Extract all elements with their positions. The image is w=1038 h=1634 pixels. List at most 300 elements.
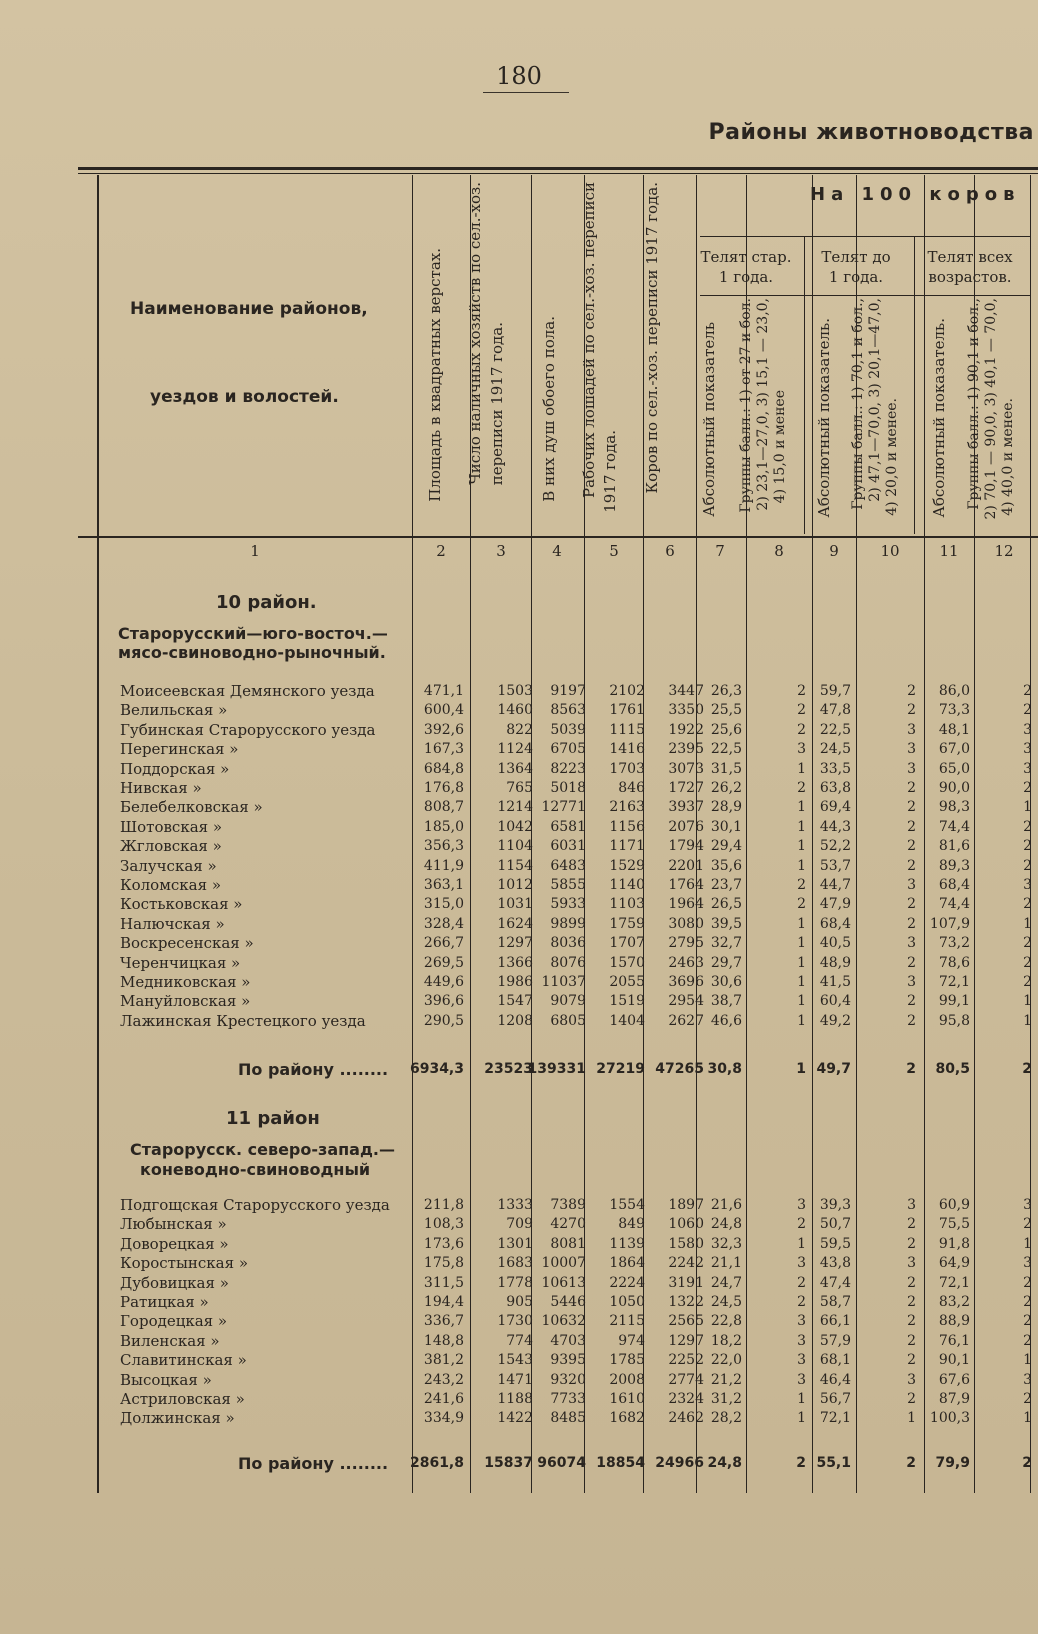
row-value-c6: 2242 xyxy=(668,1255,704,1272)
row-value-c10: 2 xyxy=(907,896,916,913)
row-value-c10: 2 xyxy=(907,1274,916,1291)
row-value-c12: 2 xyxy=(1023,683,1032,699)
row-value-c2: 449,6 xyxy=(423,974,464,990)
row-value-c10: 2 xyxy=(907,780,916,796)
page-number: 180 xyxy=(496,62,542,90)
row-value-c11: 72,1 xyxy=(938,974,970,990)
row-value-c2: 185,0 xyxy=(423,818,464,835)
row-value-c11: 91,8 xyxy=(938,1235,970,1252)
header-groups-12-a: Группы балл.: 1) 90,1 и бол., xyxy=(966,298,982,510)
row-name: Воскресенская » xyxy=(120,934,254,953)
row-value-c3: 1364 xyxy=(497,760,533,777)
row-value-c2: 266,7 xyxy=(423,935,464,952)
row-value-c7: 28,2 xyxy=(710,1410,742,1427)
row-value-c3: 1104 xyxy=(497,838,533,855)
row-value-c5: 846 xyxy=(618,780,645,796)
row-value-c4: 10613 xyxy=(541,1274,586,1291)
page-number-rule xyxy=(483,92,569,93)
row-value-c7: 18,2 xyxy=(710,1332,742,1349)
row-value-c9: 24,5 xyxy=(819,741,851,758)
row-value-c6: 1727 xyxy=(668,780,704,796)
row-value-c11: 99,1 xyxy=(938,993,970,1010)
header-abs-11: Абсолютный показатель. xyxy=(930,318,948,518)
row-value-c5: 2224 xyxy=(609,1274,645,1291)
row-name: Дубовицкая » xyxy=(120,1273,229,1292)
row-value-c5: 1707 xyxy=(609,935,645,952)
row-value-c9: 44,7 xyxy=(819,877,851,893)
row-value-c10: 2 xyxy=(907,683,916,699)
row-value-c12: 2 xyxy=(1023,1274,1032,1291)
row-value-c9: 40,5 xyxy=(819,935,851,952)
row-value-c5: 1156 xyxy=(609,818,645,835)
row-value-c11: 90,1 xyxy=(938,1352,970,1369)
row-value-c5: 1864 xyxy=(609,1255,645,1272)
row-value-c8: 1 xyxy=(797,799,806,816)
row-value-c10: 2 xyxy=(907,1235,916,1252)
row-value-c11: 100,3 xyxy=(929,1410,970,1427)
header-bottom-rule xyxy=(78,536,1038,538)
row-name: Перегинская » xyxy=(120,740,239,759)
row-value-c11: 74,4 xyxy=(938,896,970,913)
header-horses-line2: 1917 года. xyxy=(601,430,619,513)
row-value-c12: 2 xyxy=(1023,935,1032,952)
row-value-c7: 26,5 xyxy=(710,896,742,913)
row-value-c11: 48,1 xyxy=(938,721,970,738)
row-value-c3: 1460 xyxy=(497,702,533,719)
row-value-c10: 3 xyxy=(907,741,916,758)
total-value-c3: 23523 xyxy=(484,1061,533,1077)
row-value-c2: 808,7 xyxy=(423,799,464,816)
row-value-c5: 1759 xyxy=(609,915,645,932)
row-value-c6: 2201 xyxy=(668,857,704,874)
row-value-c6: 2954 xyxy=(668,993,704,1010)
row-value-c10: 2 xyxy=(907,702,916,719)
row-value-c6: 1897 xyxy=(668,1197,704,1213)
row-value-c9: 68,4 xyxy=(819,915,851,932)
header-abs-7: Абсолютный показатель xyxy=(700,322,718,517)
row-value-c3: 1124 xyxy=(497,741,533,758)
row-value-c11: 75,5 xyxy=(938,1216,970,1233)
row-value-c8: 1 xyxy=(797,935,806,952)
row-value-c11: 87,9 xyxy=(938,1391,970,1407)
row-value-c6: 2462 xyxy=(668,1410,704,1427)
row-value-c6: 3350 xyxy=(668,702,704,719)
name-column-header-line1: Наименование районов, xyxy=(130,299,368,319)
row-value-c7: 30,1 xyxy=(710,818,742,835)
row-value-c9: 41,5 xyxy=(819,974,851,990)
row-value-c7: 23,7 xyxy=(710,877,742,893)
row-value-c6: 1922 xyxy=(668,721,704,738)
row-value-c6: 1964 xyxy=(668,896,704,913)
row-value-c8: 3 xyxy=(797,1255,806,1272)
row-value-c7: 21,6 xyxy=(710,1197,742,1213)
row-value-c12: 1 xyxy=(1023,1352,1032,1369)
row-value-c9: 59,5 xyxy=(819,1235,851,1252)
row-value-c12: 1 xyxy=(1023,799,1032,816)
row-value-c10: 2 xyxy=(907,857,916,874)
row-value-c8: 1 xyxy=(797,1235,806,1252)
row-name: Костьковская » xyxy=(120,895,243,914)
row-value-c6: 3937 xyxy=(668,799,704,816)
column-number: 10 xyxy=(880,542,900,560)
column-number: 11 xyxy=(939,542,959,560)
row-value-c2: 243,2 xyxy=(423,1371,464,1388)
row-value-c4: 6483 xyxy=(550,857,586,874)
row-value-c2: 175,8 xyxy=(423,1255,464,1272)
row-value-c11: 73,2 xyxy=(938,935,970,952)
header-abs-9: Абсолютный показатель. xyxy=(815,318,833,518)
header-area: Площадь в квадратных верстах. xyxy=(426,248,444,502)
running-title: Районы животноводства xyxy=(708,120,1034,145)
row-value-c9: 47,8 xyxy=(819,702,851,719)
row-value-c10: 2 xyxy=(907,954,916,971)
grid-horizontal-line xyxy=(700,295,1030,296)
row-value-c5: 1785 xyxy=(609,1352,645,1369)
row-value-c12: 2 xyxy=(1023,702,1032,719)
row-value-c2: 396,6 xyxy=(423,993,464,1010)
row-value-c11: 89,3 xyxy=(938,857,970,874)
row-value-c10: 3 xyxy=(907,877,916,893)
row-value-c6: 2627 xyxy=(668,1012,704,1029)
row-value-c7: 25,6 xyxy=(710,721,742,738)
row-value-c10: 3 xyxy=(907,760,916,777)
top-double-rule-1 xyxy=(78,167,1038,170)
row-value-c10: 3 xyxy=(907,935,916,952)
row-value-c6: 3080 xyxy=(668,915,704,932)
header-groups-8-a: Группы балл.: 1) от 27 и бол. xyxy=(738,298,754,513)
row-value-c9: 44,3 xyxy=(819,818,851,835)
row-value-c9: 48,9 xyxy=(819,954,851,971)
row-value-c6: 2076 xyxy=(668,818,704,835)
total-value-c11: 79,9 xyxy=(935,1455,970,1471)
row-value-c11: 67,6 xyxy=(938,1371,970,1388)
header-groups-10-c: 4) 20,0 и менее. xyxy=(884,398,900,516)
row-value-c3: 1624 xyxy=(497,915,533,932)
row-value-c12: 3 xyxy=(1023,721,1032,738)
top-double-rule-2 xyxy=(78,173,1038,174)
total-value-c7: 24,8 xyxy=(707,1455,742,1471)
header-groups-10-b: 2) 47,1—70,0, 3) 20,1—47,0, xyxy=(867,298,883,502)
row-value-c5: 2115 xyxy=(609,1313,645,1330)
row-value-c3: 1543 xyxy=(497,1352,533,1369)
row-value-c8: 3 xyxy=(797,1352,806,1369)
row-value-c11: 83,2 xyxy=(938,1294,970,1310)
row-value-c5: 1554 xyxy=(609,1197,645,1213)
row-value-c12: 3 xyxy=(1023,741,1032,758)
row-value-c12: 2 xyxy=(1023,896,1032,913)
row-value-c4: 5446 xyxy=(550,1294,586,1310)
row-value-c11: 90,0 xyxy=(938,780,970,796)
group-header: На 100 коров xyxy=(810,184,1021,205)
row-value-c10: 3 xyxy=(907,1197,916,1213)
column-number: 2 xyxy=(436,542,446,560)
row-value-c10: 2 xyxy=(907,1391,916,1407)
total-value-c5: 27219 xyxy=(596,1061,645,1077)
row-value-c7: 26,3 xyxy=(710,683,742,699)
row-value-c12: 2 xyxy=(1023,1294,1032,1310)
total-value-c6: 24966 xyxy=(655,1455,704,1471)
row-name: Должинская » xyxy=(120,1409,235,1428)
row-value-c2: 471,1 xyxy=(423,683,464,699)
row-value-c2: 173,6 xyxy=(423,1235,464,1252)
row-value-c10: 3 xyxy=(907,974,916,990)
row-name: Ратицкая » xyxy=(120,1293,209,1311)
row-value-c3: 1188 xyxy=(497,1391,533,1407)
row-value-c11: 86,0 xyxy=(938,683,970,699)
row-value-c7: 31,2 xyxy=(710,1391,742,1407)
total-value-c8: 1 xyxy=(796,1061,806,1077)
row-value-c5: 1570 xyxy=(609,954,645,971)
row-value-c6: 1764 xyxy=(668,877,704,893)
row-value-c3: 1422 xyxy=(497,1410,533,1427)
section10-subtitle-line1: Старорусский—юго-восточ.— xyxy=(118,624,388,643)
row-value-c10: 3 xyxy=(907,721,916,738)
row-value-c7: 24,7 xyxy=(710,1274,742,1291)
row-value-c3: 1012 xyxy=(497,877,533,893)
row-name: Астриловская » xyxy=(120,1390,245,1408)
total-label: По району ........ xyxy=(238,1454,389,1473)
row-value-c3: 1297 xyxy=(497,935,533,952)
row-value-c8: 3 xyxy=(797,1371,806,1388)
total-value-c11: 80,5 xyxy=(935,1061,970,1077)
header-groups-12-c: 4) 40,0 и менее. xyxy=(1000,398,1016,516)
total-value-c12: 2 xyxy=(1022,1455,1032,1471)
row-value-c2: 211,8 xyxy=(423,1197,464,1213)
row-value-c10: 2 xyxy=(907,1294,916,1310)
row-value-c12: 1 xyxy=(1023,1235,1032,1252)
row-value-c7: 32,7 xyxy=(710,935,742,952)
row-value-c8: 3 xyxy=(797,1332,806,1349)
column-number: 4 xyxy=(552,542,562,560)
row-value-c8: 2 xyxy=(797,683,806,699)
row-value-c3: 1471 xyxy=(497,1371,533,1388)
row-value-c4: 9320 xyxy=(550,1371,586,1388)
row-value-c11: 67,0 xyxy=(938,741,970,758)
row-value-c4: 9079 xyxy=(550,993,586,1010)
row-value-c12: 1 xyxy=(1023,1410,1032,1427)
row-value-c4: 6581 xyxy=(550,818,586,835)
row-value-c6: 3696 xyxy=(668,974,704,990)
row-value-c3: 1154 xyxy=(497,857,533,874)
row-name: Шотовская » xyxy=(120,817,223,836)
header-horses-line1: Рабочих лошадей по сел.-хоз. переписи xyxy=(580,182,598,498)
row-value-c4: 7389 xyxy=(550,1197,586,1213)
row-value-c9: 33,5 xyxy=(819,760,851,777)
row-value-c11: 65,0 xyxy=(938,760,970,777)
row-value-c12: 1 xyxy=(1023,1012,1032,1029)
row-name: Высоцкая » xyxy=(120,1370,212,1389)
row-value-c4: 5855 xyxy=(550,877,586,893)
row-value-c11: 95,8 xyxy=(938,1012,970,1029)
row-value-c7: 29,7 xyxy=(710,954,742,971)
row-value-c12: 2 xyxy=(1023,1216,1032,1233)
row-value-c2: 241,6 xyxy=(423,1391,464,1407)
group1-title-line1: Телят стар. xyxy=(700,248,792,266)
row-value-c7: 46,6 xyxy=(710,1012,742,1029)
row-value-c4: 6031 xyxy=(550,838,586,855)
row-name: Коломская » xyxy=(120,876,221,894)
row-value-c12: 2 xyxy=(1023,954,1032,971)
row-value-c5: 1171 xyxy=(609,838,645,855)
row-value-c4: 8036 xyxy=(550,935,586,952)
row-value-c11: 81,6 xyxy=(938,838,970,855)
row-value-c9: 60,4 xyxy=(819,993,851,1010)
total-value-c2: 2861,8 xyxy=(409,1455,464,1471)
row-value-c11: 74,4 xyxy=(938,818,970,835)
row-value-c7: 28,9 xyxy=(710,799,742,816)
row-value-c7: 24,8 xyxy=(710,1216,742,1233)
row-value-c12: 2 xyxy=(1023,974,1032,990)
row-value-c10: 2 xyxy=(907,818,916,835)
header-cows: Коров по сел.-хоз. переписи 1917 года. xyxy=(643,182,661,494)
row-value-c2: 684,8 xyxy=(423,760,464,777)
row-value-c7: 25,5 xyxy=(710,702,742,719)
row-value-c7: 21,2 xyxy=(710,1371,742,1388)
row-value-c8: 2 xyxy=(797,1274,806,1291)
row-value-c2: 148,8 xyxy=(423,1332,464,1349)
grid-vertical-line xyxy=(97,175,99,1493)
row-value-c9: 58,7 xyxy=(819,1294,851,1310)
row-value-c8: 3 xyxy=(797,1197,806,1213)
column-number: 12 xyxy=(994,542,1014,560)
row-name: Доворецкая » xyxy=(120,1234,229,1253)
total-value-c6: 47265 xyxy=(655,1061,704,1077)
row-value-c3: 1301 xyxy=(497,1235,533,1252)
row-value-c2: 108,3 xyxy=(423,1216,464,1233)
row-value-c5: 1703 xyxy=(609,760,645,777)
row-value-c3: 1333 xyxy=(497,1197,533,1213)
column-number: 9 xyxy=(829,542,839,560)
row-value-c4: 5018 xyxy=(550,780,586,796)
row-value-c5: 1519 xyxy=(609,993,645,1010)
row-value-c12: 3 xyxy=(1023,1255,1032,1272)
row-value-c8: 1 xyxy=(797,818,806,835)
row-name: Жгловская » xyxy=(120,837,222,856)
row-value-c3: 1042 xyxy=(497,818,533,835)
row-value-c9: 66,1 xyxy=(819,1313,851,1330)
section11-subtitle-line1: Старорусск. северо-запад.— xyxy=(130,1140,395,1159)
row-value-c12: 2 xyxy=(1023,1332,1032,1349)
row-value-c9: 57,9 xyxy=(819,1332,851,1349)
total-value-c8: 2 xyxy=(796,1455,806,1471)
row-value-c7: 22,0 xyxy=(710,1352,742,1369)
row-value-c9: 69,4 xyxy=(819,799,851,816)
row-value-c11: 73,3 xyxy=(938,702,970,719)
row-name: Любынская » xyxy=(120,1215,227,1234)
row-value-c10: 2 xyxy=(907,1352,916,1369)
row-value-c10: 2 xyxy=(907,1012,916,1029)
total-value-c10: 2 xyxy=(906,1061,916,1077)
row-name: Подгощская Старорусского уезда xyxy=(120,1196,390,1214)
row-value-c10: 3 xyxy=(907,1371,916,1388)
row-value-c6: 3073 xyxy=(668,760,704,777)
row-value-c12: 1 xyxy=(1023,915,1032,932)
row-value-c4: 5039 xyxy=(550,721,586,738)
row-value-c9: 47,4 xyxy=(819,1274,851,1291)
row-value-c3: 1503 xyxy=(497,683,533,699)
name-column-header-line2: уездов и волостей. xyxy=(150,387,339,407)
row-name: Виленская » xyxy=(120,1331,220,1350)
header-households-line2: переписи 1917 года. xyxy=(488,322,506,486)
row-value-c3: 905 xyxy=(506,1294,533,1310)
row-value-c4: 12771 xyxy=(541,799,586,816)
row-value-c12: 3 xyxy=(1023,877,1032,893)
row-value-c5: 1140 xyxy=(609,877,645,893)
row-value-c3: 1778 xyxy=(497,1274,533,1291)
row-value-c3: 1730 xyxy=(497,1313,533,1330)
row-value-c12: 3 xyxy=(1023,1371,1032,1388)
row-name: Налючская » xyxy=(120,914,225,933)
row-value-c4: 10007 xyxy=(541,1255,586,1272)
row-value-c10: 2 xyxy=(907,993,916,1010)
row-value-c8: 1 xyxy=(797,838,806,855)
row-value-c3: 1208 xyxy=(497,1012,533,1029)
row-value-c2: 269,5 xyxy=(423,954,464,971)
column-number: 5 xyxy=(609,542,619,560)
row-value-c8: 3 xyxy=(797,1313,806,1330)
row-value-c2: 600,4 xyxy=(423,702,464,719)
row-value-c9: 53,7 xyxy=(819,857,851,874)
row-value-c2: 194,4 xyxy=(423,1294,464,1310)
row-value-c9: 63,8 xyxy=(819,780,851,796)
row-value-c8: 1 xyxy=(797,974,806,990)
row-value-c7: 35,6 xyxy=(710,857,742,874)
row-value-c6: 2324 xyxy=(668,1391,704,1407)
row-name: Залучская » xyxy=(120,856,217,875)
group2-title-line2: 1 года. xyxy=(828,268,884,286)
row-value-c6: 2463 xyxy=(668,954,704,971)
header-persons: В них душ обоего пола. xyxy=(540,316,558,502)
row-value-c12: 1 xyxy=(1023,993,1032,1010)
total-value-c12: 2 xyxy=(1022,1061,1032,1077)
row-value-c2: 363,1 xyxy=(423,877,464,893)
row-value-c2: 411,9 xyxy=(423,857,464,874)
row-name: Моисеевская Демянского уезда xyxy=(120,682,375,700)
row-value-c10: 2 xyxy=(907,1216,916,1233)
row-name: Губинская Старорусского уезда xyxy=(120,720,376,739)
row-value-c12: 2 xyxy=(1023,1313,1032,1330)
row-value-c8: 1 xyxy=(797,1410,806,1427)
row-value-c4: 11037 xyxy=(541,974,586,990)
row-value-c4: 4703 xyxy=(550,1332,586,1349)
row-value-c6: 1322 xyxy=(668,1294,704,1310)
row-value-c4: 8076 xyxy=(550,954,586,971)
row-value-c5: 2102 xyxy=(609,683,645,699)
row-value-c12: 2 xyxy=(1023,818,1032,835)
row-value-c11: 78,6 xyxy=(938,954,970,971)
row-value-c8: 2 xyxy=(797,780,806,796)
row-value-c11: 107,9 xyxy=(929,915,970,932)
row-name: Городецкая » xyxy=(120,1312,228,1331)
row-value-c7: 31,5 xyxy=(710,760,742,777)
row-value-c2: 290,5 xyxy=(423,1012,464,1029)
row-value-c11: 60,9 xyxy=(938,1197,970,1213)
row-value-c4: 4270 xyxy=(550,1216,586,1233)
column-number: 7 xyxy=(715,542,725,560)
header-groups-8-b: 2) 23,1—27,0, 3) 15,1 — 23,0, xyxy=(755,298,771,511)
row-value-c8: 1 xyxy=(797,857,806,874)
total-value-c10: 2 xyxy=(906,1455,916,1471)
header-groups-10-a: Группы балл.: 1) 70,1 и бол., xyxy=(850,298,866,510)
row-value-c6: 1297 xyxy=(668,1332,704,1349)
row-value-c5: 2008 xyxy=(609,1371,645,1388)
row-value-c2: 392,6 xyxy=(423,721,464,738)
row-value-c3: 1986 xyxy=(497,974,533,990)
total-value-c9: 49,7 xyxy=(816,1061,851,1077)
row-value-c9: 52,2 xyxy=(819,838,851,855)
row-value-c10: 2 xyxy=(907,915,916,932)
row-value-c12: 3 xyxy=(1023,1197,1032,1213)
